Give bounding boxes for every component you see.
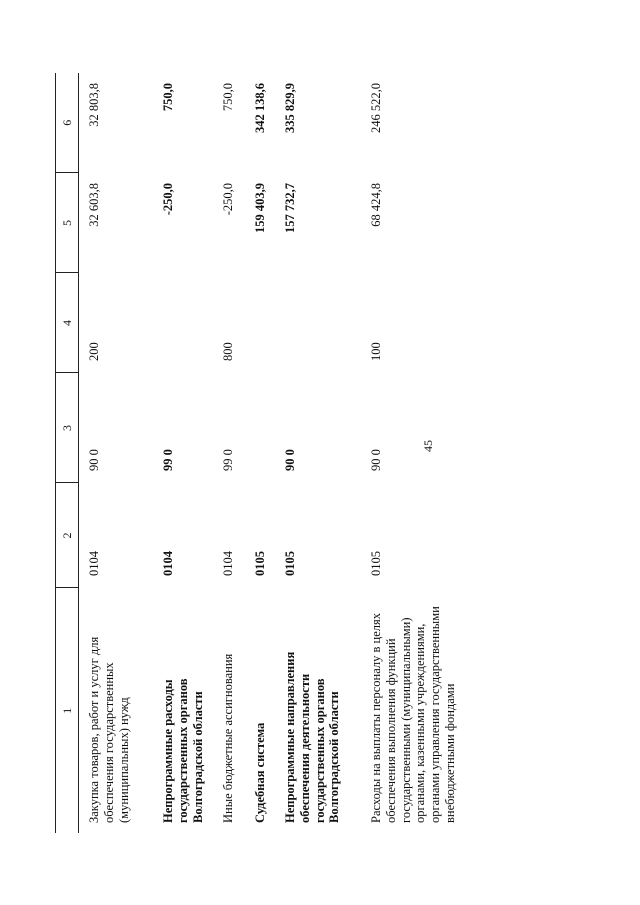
amount-cell: 157 732,7 [283, 183, 297, 233]
row-name-cell: Непрограммные расходы государственных органов Волгоградской области [161, 678, 205, 823]
column-header: 2 [56, 483, 79, 588]
total-cell: 32 803,8 [87, 83, 101, 127]
total-cell: 750,0 [161, 83, 175, 112]
row-name-cell: Расходы на выплаты персоналу в целях обеспечения выполнения функций государственными (муниципальными) органами, казенными учреждениями, органами управления государственными внебюджетными фондами [369, 606, 457, 823]
page-number: 45 [421, 440, 435, 452]
target-article-cell: 99 0 [161, 449, 175, 471]
column-header: 3 [56, 373, 79, 483]
amount-cell: -250,0 [221, 183, 235, 216]
expense-type-cell [253, 273, 283, 373]
row-name-cell: Судебная система [253, 722, 267, 823]
total-cell: 342 138,6 [253, 83, 267, 133]
target-article-cell: 90 0 [283, 449, 297, 471]
amount-cell: -250,0 [161, 183, 175, 216]
column-header: 5 [56, 173, 79, 273]
table-row [369, 73, 479, 833]
expense-type-cell: 100 [369, 342, 383, 361]
table-row [221, 73, 253, 833]
table-row [161, 73, 221, 833]
table-row [253, 73, 283, 833]
column-header: 6 [56, 73, 79, 173]
amount-cell: 159 403,9 [253, 183, 267, 233]
section-code-cell: 0105 [253, 551, 267, 576]
table-row [283, 73, 369, 833]
table-row [79, 73, 162, 833]
amount-cell: 32 603,8 [87, 183, 101, 227]
section-code-cell: 0104 [221, 551, 235, 576]
section-code-cell: 0105 [369, 551, 383, 576]
budget-table [55, 73, 479, 833]
row-name-cell: Непрограммные направления обеспечения деятельности государственных органов Волгоградской области [283, 651, 342, 823]
total-cell: 246 522,0 [369, 83, 383, 133]
amount-cell: 68 424,8 [369, 183, 383, 227]
section-code-cell: 0104 [161, 551, 175, 576]
target-article-cell: 90 0 [87, 449, 101, 471]
expense-type-cell [283, 273, 369, 373]
total-cell: 335 829,9 [283, 83, 297, 133]
expense-type-cell: 800 [221, 342, 235, 361]
budget-table-sheet [55, 73, 475, 833]
row-name-cell: Иные бюджетные ассигнования [221, 653, 235, 823]
target-article-cell [253, 373, 283, 483]
column-header: 4 [56, 273, 79, 373]
target-article-cell: 99 0 [221, 449, 235, 471]
target-article-cell: 90 0 [369, 449, 383, 471]
column-header: 1 [56, 588, 79, 833]
table-header-row [56, 73, 79, 833]
section-code-cell: 0105 [283, 551, 297, 576]
section-code-cell: 0104 [87, 551, 101, 576]
expense-type-cell [161, 273, 221, 373]
total-cell: 750,0 [221, 83, 235, 112]
row-name-cell: Закупка товаров, работ и услуг для обеспечения государственных (муниципальных) нужд [87, 636, 131, 823]
expense-type-cell: 200 [87, 342, 101, 361]
